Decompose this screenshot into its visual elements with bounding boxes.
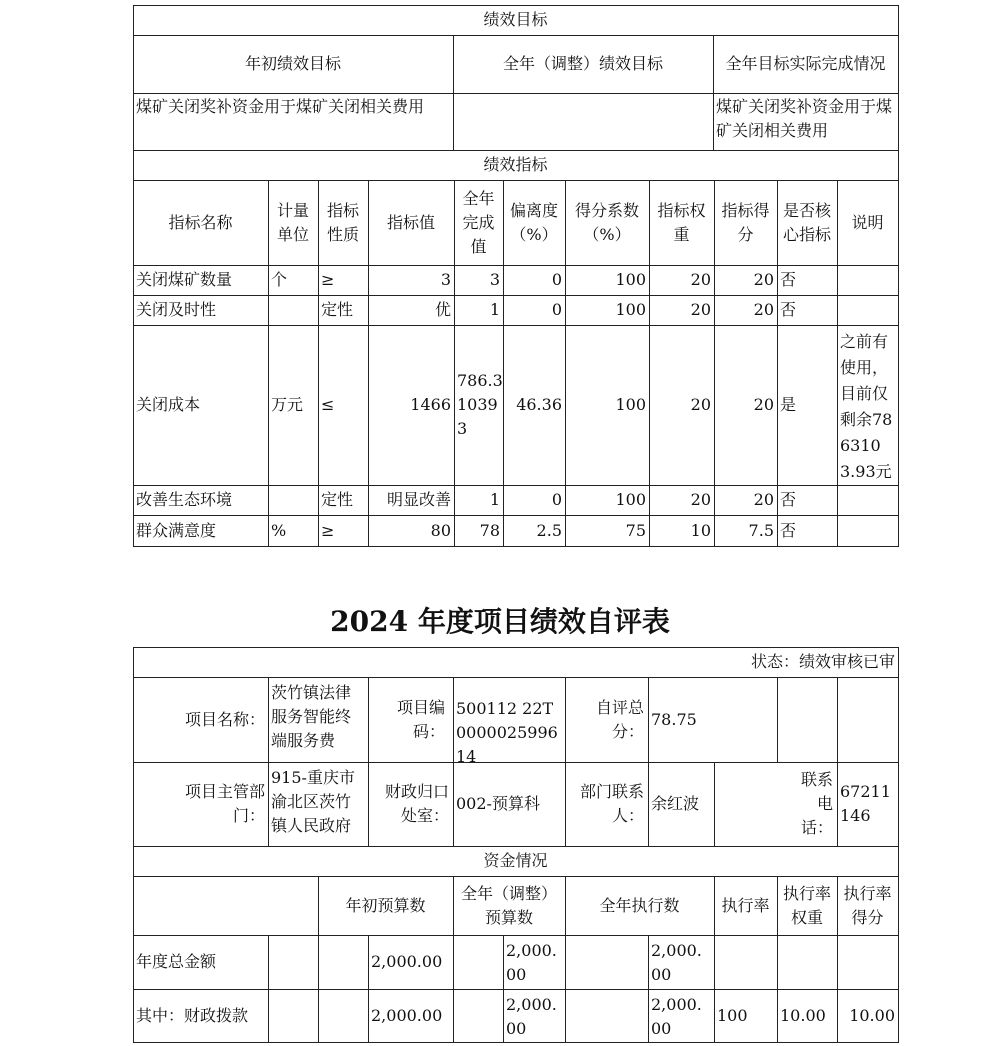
table-row-3-core: 是 xyxy=(780,395,797,414)
fund-row-1-score xyxy=(837,935,898,989)
fund-row-1-adjusted: 2,000.00 xyxy=(506,941,557,984)
actual-goal-text: 煤矿关闭奖补资金用于煤矿关闭相关费用 xyxy=(716,97,893,140)
table-row-3-coef: 100 xyxy=(615,395,646,414)
actual-goal-header: 全年目标实际完成情况 xyxy=(725,54,886,73)
fund-row-1-initial: 2,000.00 xyxy=(371,952,443,971)
table-row-3-name: 关闭成本 xyxy=(136,395,201,414)
dept-label: 项目主管部门： xyxy=(184,782,265,825)
table-row-4-name: 改善生态环境 xyxy=(136,490,233,509)
header-note: 说明 xyxy=(851,212,884,232)
page-title: 2024 年度项目绩效自评表 xyxy=(330,605,670,638)
table-row-1-target: 3 xyxy=(440,270,451,289)
header-score-coef: 得分系数（%） xyxy=(574,200,639,244)
fund-row-2-weight: 10.00 xyxy=(780,1005,826,1025)
fund-col-weight: 执行率权重 xyxy=(782,883,831,927)
finance-value: 002-预算科 xyxy=(456,794,540,813)
initial-goal-text: 煤矿关闭奖补资金用于煤矿关闭相关费用 xyxy=(136,97,425,116)
initial-goal-header: 年初绩效目标 xyxy=(244,54,341,73)
table-row-4-coef: 100 xyxy=(615,490,646,509)
table-row-1-weight: 20 xyxy=(690,270,711,289)
fund-row-1-weight xyxy=(777,935,837,989)
adjusted-goal-text xyxy=(453,93,713,150)
table-row-5-nature: ≥ xyxy=(321,520,335,540)
fund-row-2-adjusted: 2,000.00 xyxy=(506,995,557,1038)
table-row-4-weight: 20 xyxy=(690,490,711,509)
table-row-1-deviation: 0 xyxy=(551,270,562,289)
table-row-3-deviation: 46.36 xyxy=(516,395,562,414)
self-score-value: 78.75 xyxy=(651,709,697,729)
fund-row-2-executed: 2,000.00 xyxy=(651,995,702,1038)
phone-label: 联系电话： xyxy=(800,770,833,837)
fund-col-executed: 全年执行数 xyxy=(599,895,680,915)
fund-col-rate: 执行率 xyxy=(721,895,770,915)
fund-col-score: 执行率得分 xyxy=(843,883,892,927)
table-row-1-core: 否 xyxy=(780,270,797,289)
table-row-1-unit: 个 xyxy=(271,270,288,289)
contact-label: 部门联系人： xyxy=(579,782,644,825)
fund-col-adjusted: 全年（调整）预算数 xyxy=(461,883,558,927)
self-score-label: 自评总分： xyxy=(595,697,644,741)
table-row-3-weight: 20 xyxy=(690,395,711,414)
project-name-label: 项目名称： xyxy=(184,709,265,729)
table-row-2-weight: 20 xyxy=(690,300,711,319)
fund-col-initial: 年初预算数 xyxy=(345,895,426,915)
project-code-label: 项目编码： xyxy=(396,697,445,741)
finance-label: 财政归口处室： xyxy=(384,782,449,825)
phone-value: 67211146 xyxy=(840,782,891,825)
status-badge: 状态：绩效审核已审 xyxy=(750,652,895,671)
fund-row-2-label: 其中：财政拨款 xyxy=(136,1005,249,1025)
table-row-2-score: 20 xyxy=(753,300,774,319)
table-row-4-nature: 定性 xyxy=(321,490,354,509)
header-unit: 计量单位 xyxy=(276,200,309,244)
table-row-2-coef: 100 xyxy=(615,300,646,319)
table-row-5-note xyxy=(837,515,898,546)
table-row-3-unit: 万元 xyxy=(271,395,304,414)
table-row-5-completed: 78 xyxy=(479,520,500,540)
fund-row-2-score: 10.00 xyxy=(849,1005,895,1025)
fund-row-1-label: 年度总金额 xyxy=(136,952,217,971)
table-row-1-note xyxy=(837,265,898,295)
table-row-3-note: 之前有使用，目前仅剩余7863103.93元 xyxy=(840,332,893,481)
project-name-value: 茨竹镇法律服务智能终端服务费 xyxy=(271,683,352,750)
table-row-4-target: 明显改善 xyxy=(386,490,451,509)
table-row-2-completed: 1 xyxy=(489,300,500,319)
table-row-3-target: 1466 xyxy=(410,395,451,414)
fund-row-2-rate: 100 xyxy=(717,1005,748,1025)
table-row-4-note xyxy=(837,485,898,515)
table-row-2-name: 关闭及时性 xyxy=(136,300,217,319)
table-row-2-unit xyxy=(268,295,318,325)
table-row-1-completed: 3 xyxy=(489,270,500,289)
table-row-3-score: 20 xyxy=(753,395,774,414)
fund-row-1-rate xyxy=(714,935,777,989)
header-core: 是否核心指标 xyxy=(782,200,831,244)
goal-section-header: 绩效目标 xyxy=(483,10,548,29)
header-deviation: 偏离度（%） xyxy=(509,200,558,244)
fund-row-2-initial: 2,000.00 xyxy=(371,1005,443,1025)
table-row-5-name: 群众满意度 xyxy=(136,520,217,540)
header-weight: 指标权重 xyxy=(657,200,706,244)
table-row-5-deviation: 2.5 xyxy=(536,520,562,540)
table-row-2-deviation: 0 xyxy=(551,300,562,319)
table-row-5-core: 否 xyxy=(780,520,797,540)
table-row-1-coef: 100 xyxy=(615,270,646,289)
table-row-1-nature: ≥ xyxy=(321,270,335,289)
adjusted-goal-header: 全年（调整）绩效目标 xyxy=(502,54,663,73)
indicator-section-header: 绩效指标 xyxy=(483,155,548,174)
project-code-value: 500112 22T000002599614 xyxy=(456,699,558,766)
header-nature: 指标性质 xyxy=(326,200,359,244)
table-row-4-core: 否 xyxy=(780,490,797,509)
table-row-2-nature: 定性 xyxy=(321,300,354,319)
table-row-4-completed: 1 xyxy=(489,490,500,509)
table-row-5-target: 80 xyxy=(430,520,451,540)
contact-value: 余红波 xyxy=(651,794,700,813)
table-row-3-nature: ≤ xyxy=(321,395,335,414)
table-row-1-name: 关闭煤矿数量 xyxy=(136,270,233,289)
table-row-5-unit: % xyxy=(271,520,287,540)
header-completed-value: 全年完成值 xyxy=(462,188,495,256)
dept-value: 915-重庆市渝北区茨竹镇人民政府 xyxy=(271,768,355,835)
header-score: 指标得分 xyxy=(721,200,770,244)
header-indicator-name: 指标名称 xyxy=(168,212,233,232)
table-row-4-unit xyxy=(268,485,318,515)
table-row-3-completed: 786.31039 3 xyxy=(457,371,503,438)
funds-section-header: 资金情况 xyxy=(483,851,548,870)
table-row-5-weight: 10 xyxy=(690,520,711,540)
fund-row-1-executed: 2,000.00 xyxy=(651,941,702,984)
table-row-4-score: 20 xyxy=(753,490,774,509)
header-target-value: 指标值 xyxy=(386,212,435,232)
table-row-4-deviation: 0 xyxy=(551,490,562,509)
table-row-5-coef: 75 xyxy=(625,520,646,540)
table-row-2-target: 优 xyxy=(434,300,451,319)
table-row-5-score: 7.5 xyxy=(748,520,774,540)
table-row-1-score: 20 xyxy=(753,270,774,289)
table-row-2-note xyxy=(837,295,898,325)
table-row-2-core: 否 xyxy=(780,300,797,319)
